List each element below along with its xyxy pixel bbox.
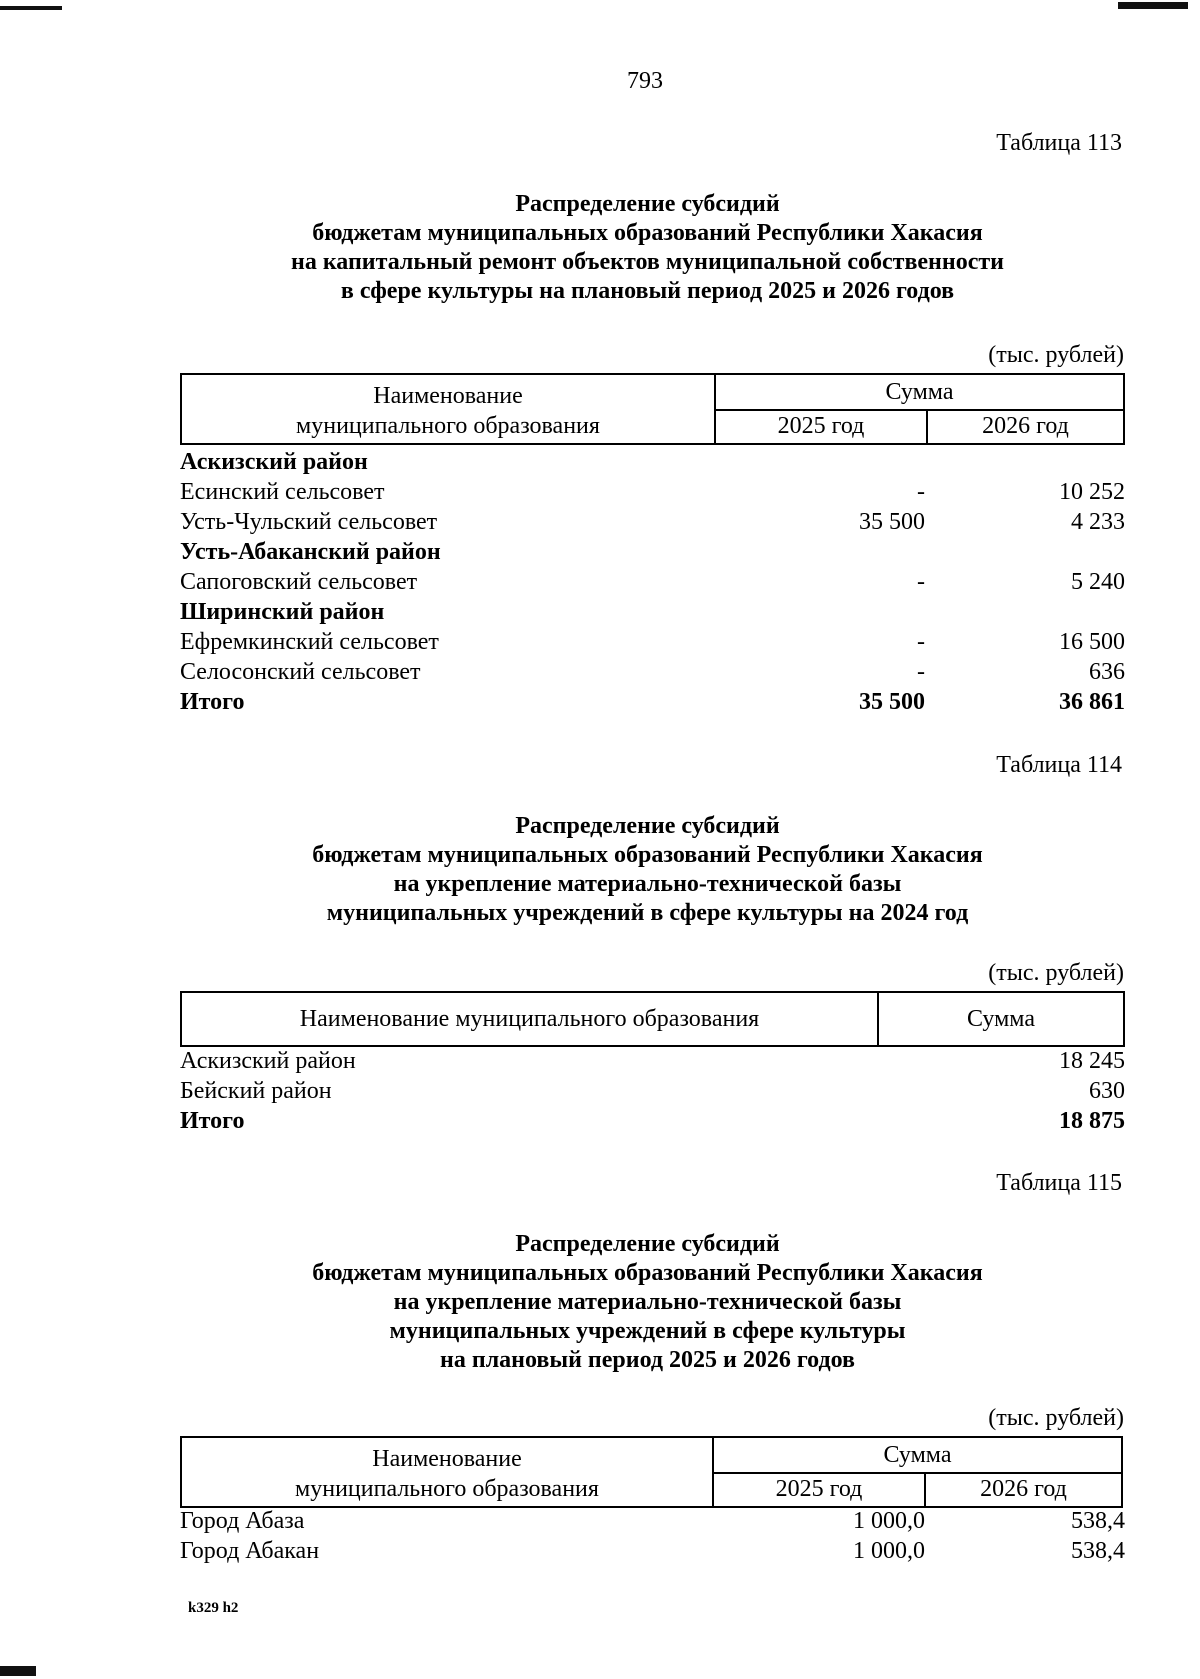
header-name-line1: Наименование (372, 1446, 522, 1472)
row-name: Ефремкинский сельсовет (180, 629, 439, 655)
table-row (180, 1046, 1125, 1076)
row-value-2026: 538,4 (1071, 1538, 1125, 1564)
row-value-2026: 16 500 (1059, 629, 1125, 655)
table-row (180, 1106, 1125, 1136)
row-name: Город Абакан (180, 1538, 320, 1564)
row-value: 630 (1089, 1078, 1125, 1104)
table-row (180, 1506, 1125, 1536)
row-value-2026: 10 252 (1059, 479, 1125, 505)
table-row (180, 1076, 1125, 1106)
table-row (180, 447, 1125, 477)
title-line: муниципальных учреждений в сфере культуры (389, 1318, 906, 1344)
row-name: Ширинский район (180, 599, 385, 625)
row-value-2025: 35 500 (859, 689, 925, 715)
table-114-units: (тыс. рублей) (988, 960, 1124, 986)
header-col-2025: 2025 год (777, 413, 865, 439)
header-col-2026: 2026 год (982, 413, 1069, 439)
scan-mark-bottom-left (0, 1666, 36, 1676)
table-115-title (170, 1230, 1125, 1375)
table-114-header (180, 991, 1125, 1047)
row-value-2026: 36 861 (1059, 689, 1125, 715)
table-113-header (180, 373, 1125, 445)
header-name-line2: муниципального образования (295, 1476, 599, 1502)
header-sum: Сумма (967, 1006, 1035, 1032)
title-line: бюджетам муниципальных образований Республики Хакасия (312, 842, 983, 868)
table-row (180, 567, 1125, 597)
row-value-2026: 538,4 (1071, 1508, 1125, 1534)
row-name: Аскизский район (180, 1048, 356, 1074)
table-row (180, 1536, 1125, 1566)
header-name-line2: муниципального образования (296, 413, 600, 439)
header-col-2026: 2026 год (980, 1476, 1067, 1502)
row-value-2026: 4 233 (1071, 509, 1125, 535)
table-115-header (180, 1436, 1123, 1508)
table-113-units: (тыс. рублей) (988, 342, 1124, 368)
table-row (180, 687, 1125, 717)
table-113-label: Таблица 113 (996, 130, 1122, 156)
row-value: 18 875 (1059, 1108, 1125, 1134)
row-value-2026: 5 240 (1071, 569, 1125, 595)
row-value-2025: 35 500 (859, 509, 925, 535)
header-name-cell (182, 1444, 712, 1504)
table-row (180, 657, 1125, 687)
row-value-2025: - (917, 659, 925, 685)
table-row (180, 477, 1125, 507)
footer-code: k329 h2 (188, 1600, 239, 1616)
row-name: Аскизский район (180, 449, 368, 475)
title-line: Распределение субсидий (515, 191, 780, 217)
title-line: на укрепление материально-технической базы (393, 1289, 902, 1315)
row-name: Есинский сельсовет (180, 479, 385, 505)
row-name: Бейский район (180, 1078, 332, 1104)
row-value-2025: 1 000,0 (853, 1508, 925, 1534)
table-114-label: Таблица 114 (996, 752, 1122, 778)
table-row (180, 627, 1125, 657)
row-name: Итого (180, 689, 245, 715)
scan-mark-top-right (1118, 2, 1188, 9)
row-value-2025: - (917, 569, 925, 595)
title-line: бюджетам муниципальных образований Республики Хакасия (312, 1260, 983, 1286)
table-114-title (170, 812, 1125, 928)
header-name: Наименование муниципального образования (299, 1006, 760, 1032)
title-line: на укрепление материально-технической базы (393, 871, 902, 897)
table-115-units: (тыс. рублей) (988, 1405, 1124, 1431)
row-value-2026: 636 (1089, 659, 1125, 685)
header-sum: Сумма (883, 1442, 952, 1468)
row-name: Итого (180, 1108, 245, 1134)
row-value-2025: - (917, 479, 925, 505)
title-line: Распределение субсидий (515, 813, 780, 839)
title-line: в сфере культуры на плановый период 2025 и 2026 годов (340, 278, 955, 304)
page-number: 793 (627, 68, 663, 94)
title-line: на капитальный ремонт объектов муниципальной собственности (291, 249, 1004, 275)
scan-mark-top-left (0, 6, 62, 10)
header-col-2025: 2025 год (775, 1476, 863, 1502)
table-113-title (170, 190, 1125, 306)
title-line: бюджетам муниципальных образований Республики Хакасия (312, 220, 983, 246)
header-sum: Сумма (885, 379, 954, 405)
row-name: Усть-Абаканский район (180, 539, 441, 565)
table-115-label: Таблица 115 (996, 1170, 1122, 1196)
row-value: 18 245 (1059, 1048, 1125, 1074)
table-row (180, 597, 1125, 627)
row-name: Селосонский сельсовет (180, 659, 421, 685)
row-name: Усть-Чульский сельсовет (180, 509, 438, 535)
title-line: муниципальных учреждений в сфере культуры на 2024 год (326, 900, 969, 926)
row-name: Город Абаза (180, 1508, 305, 1534)
table-row (180, 537, 1125, 567)
title-line: Распределение субсидий (515, 1231, 780, 1257)
table-row (180, 507, 1125, 537)
row-value-2025: - (917, 629, 925, 655)
header-name-cell (182, 381, 714, 441)
header-name-line1: Наименование (373, 383, 523, 409)
row-value-2025: 1 000,0 (853, 1538, 925, 1564)
title-line: на плановый период 2025 и 2026 годов (440, 1347, 855, 1373)
row-name: Сапоговский сельсовет (180, 569, 418, 595)
